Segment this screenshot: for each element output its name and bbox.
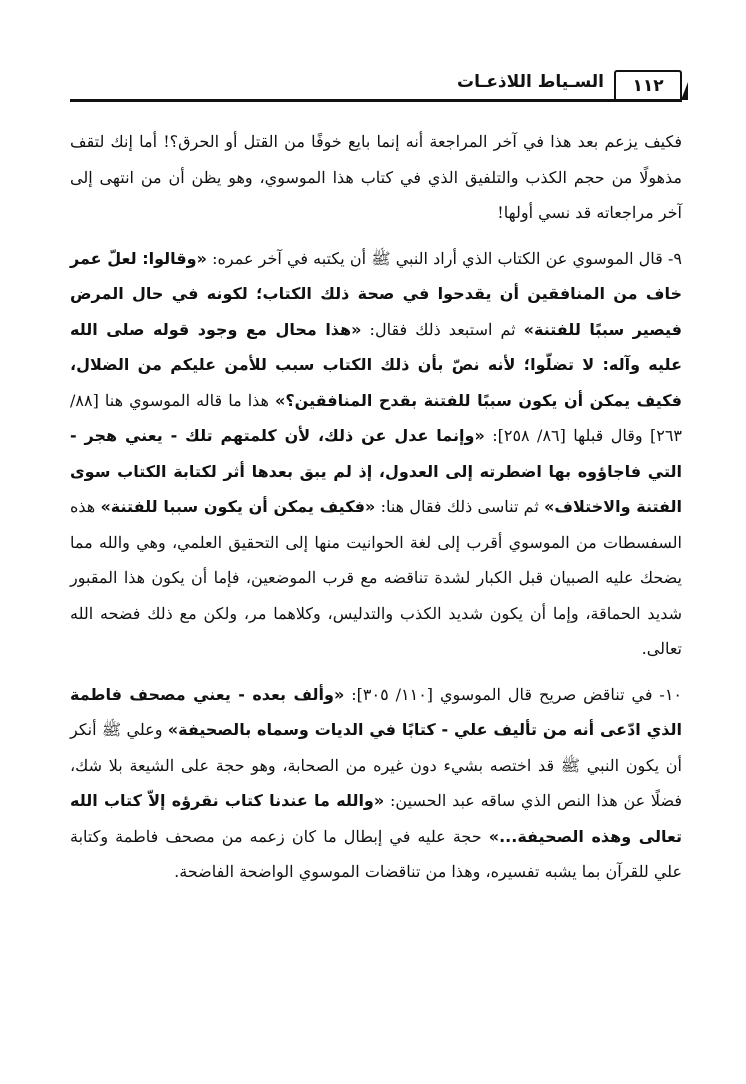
text-run: فكيف يزعم بعد هذا في آخر المراجعة أنه إنما بايع خوفًا من القتل أو الحرق؟! أما إنك لتقف مذهولًا من حجم الكذب والتلفيق الذي في كتاب هذا الموسوي، وهو يظن أن من انتهى إلى آخر مراجعاته قد نسي أولها! — [70, 132, 682, 222]
running-title: السـياط اللاذعـات — [457, 72, 604, 92]
quote-run: «فكيف يمكن أن يكون سببا للفتنة» — [100, 497, 376, 516]
quote-run: «والله ما عندنا كتاب نقرؤه إلاّ كتاب الله تعالى وهذه الصحيفة...» — [70, 791, 683, 846]
paragraph-3 — [70, 677, 682, 890]
text-run: ١٠- في تناقض صريح قال الموسوي [١١٠/ ٣٠٥]: — [344, 684, 683, 704]
body-text — [70, 124, 682, 890]
text-run: حجة عليه في إبطال ما كان زعمه من مصحف فاطمة وكتابة علي للقرآن بما يشبه تفسيره، وهذا من تناقضات الموسوي الواضحة الفاضحة. — [70, 826, 682, 881]
text-run: ٩- قال الموسوي عن الكتاب الذي أراد النبي ﷺ أن يكتبه في آخر عمره: — [206, 248, 682, 268]
paragraph-2 — [70, 241, 682, 667]
quote-run: «هذا محال مع وجود قوله صلى الله عليه وآله: لا تضلّوا؛ لأنه نصّ بأن ذلك الكتاب سبب للأمن عليكم من الضلال، فكيف يمكن أن يكون سببًا للفتنة بقدح المنافقين؟» — [70, 319, 683, 410]
page-header — [70, 70, 682, 104]
text-run: ثم استبعد ذلك فقال: — [361, 319, 524, 339]
quote-run: «وقالوا: لعلّ عمر خاف من المنافقين أن يقدحوا في صحة ذلك الكتاب؛ لكونه في حال المرض فيصير سببًا للفتنة» — [70, 248, 682, 339]
header-rule — [70, 99, 682, 102]
quote-run: «وإنما عدل عن ذلك، لأن كلمتهم تلك - يعني هجر - التي فاجاؤوه بها اضطرته إلى العدول، إذ لم يبق بعدها أثر لكتابة الكتاب سوى الفتنة والاختلاف» — [70, 426, 683, 516]
text-run: وعلي ﷺ أنكر أن يكون النبي ﷺ قد اختصه بشيء دون غيره من الصحابة، وهو حجة على الشيعة بلا شك، فضلًا عن هذا النص الذي ساقه عبد الحسين: — [70, 720, 683, 810]
quote-run: «وألف بعده - يعني مصحف فاطمة الذي ادّعى أنه من تأليف علي - كتابًا في الديات وسماه بالصحيفة» — [70, 684, 682, 739]
text-run: ثم تناسى ذلك فقال هنا: — [375, 497, 545, 516]
text-run: هذه السفسطات من الموسوي أقرب إلى لغة الحوانيت منها إلى التحقيق العلمي، وهي والله مما يضحك عليه الصبيان قبل الكبار لشدة تناقضه مع قرب الموضعين، فإما أن يكون هذا المقبور شديد الحماقة، وإما أن يكون شديد الكذب والتدليس، وكلاهما مر، ولكن مع ذلك فضحه الله تعالى. — [70, 497, 683, 658]
paragraph-1 — [70, 124, 682, 231]
text-run: هذا ما قاله الموسوي هنا [٨٨/ ٢٦٣] وقال قبلها [٨٦/ ٢٥٨]: — [70, 390, 683, 445]
page-number: ١١٢ — [614, 70, 682, 100]
